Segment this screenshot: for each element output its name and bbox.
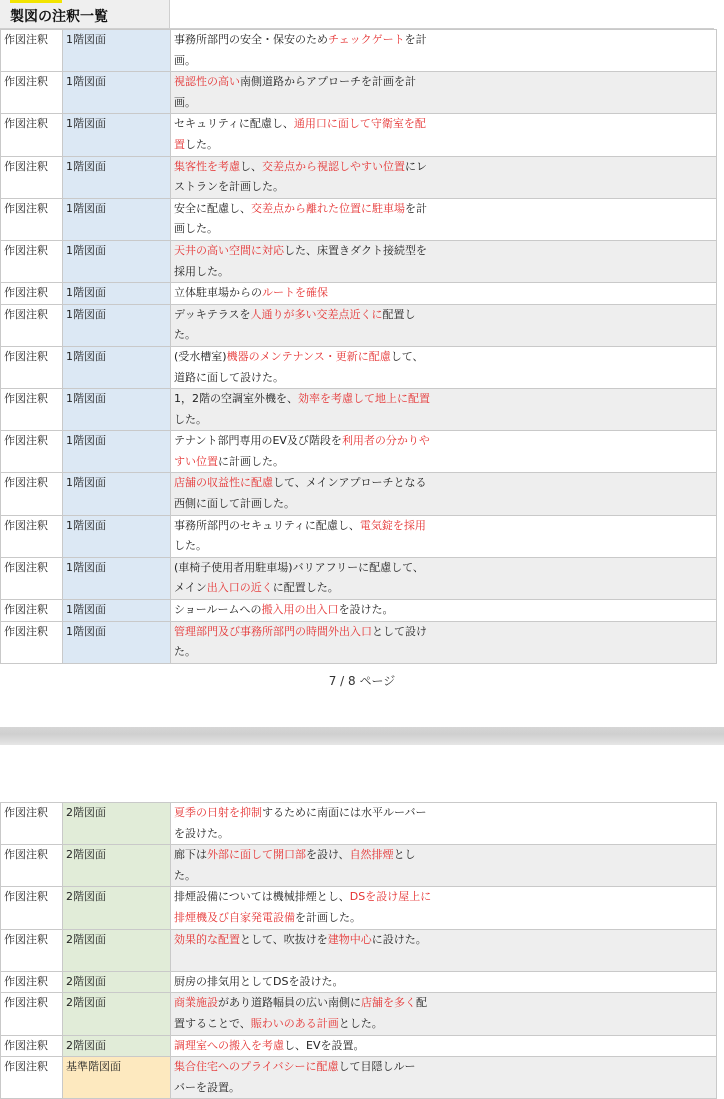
selection-accent bbox=[10, 0, 62, 3]
drawing-floor-cell[interactable]: 1階図面 bbox=[63, 346, 171, 388]
table-row bbox=[1, 515, 717, 557]
note-text-cell[interactable] bbox=[171, 929, 717, 971]
title-cell[interactable] bbox=[0, 0, 170, 29]
note-text-line bbox=[174, 199, 716, 220]
note-text: セキュリティに配慮し、 bbox=[174, 117, 294, 131]
highlight-text: 店舗の収益性に配慮 bbox=[174, 476, 273, 490]
note-type-cell[interactable]: 作図注釈 bbox=[1, 240, 63, 282]
table-row bbox=[1, 389, 717, 431]
note-text-line bbox=[174, 452, 716, 473]
highlight-text: 人通りが多い交差点近くに bbox=[250, 307, 383, 321]
note-text: し、 bbox=[240, 159, 262, 173]
note-text-line bbox=[174, 93, 716, 114]
note-type-cell[interactable]: 作図注釈 bbox=[1, 156, 63, 198]
note-text-line bbox=[174, 1036, 716, 1057]
note-text: 配 bbox=[416, 996, 427, 1010]
note-text-line bbox=[174, 219, 716, 240]
drawing-floor-cell[interactable]: 1階図面 bbox=[63, 473, 171, 515]
note-type-cell[interactable]: 作図注釈 bbox=[1, 1035, 63, 1057]
page-indicator: 7 / 8 ページ bbox=[328, 674, 396, 688]
note-type-cell[interactable]: 作図注釈 bbox=[1, 557, 63, 599]
note-text: した。 bbox=[185, 137, 218, 151]
note-text: た。 bbox=[174, 645, 196, 659]
note-text-cell[interactable] bbox=[171, 803, 717, 845]
note-text-line bbox=[174, 72, 716, 93]
note-text: 南側道路からアプローチを計画を計 bbox=[240, 75, 416, 89]
highlight-text: 店舗を多く bbox=[361, 996, 416, 1010]
note-text: した。 bbox=[174, 412, 207, 426]
note-text: があり道路幅員の広い南側に bbox=[218, 996, 361, 1010]
note-type-cell[interactable]: 作図注釈 bbox=[1, 198, 63, 240]
note-type-cell[interactable]: 作図注釈 bbox=[1, 346, 63, 388]
note-text-line bbox=[174, 950, 716, 971]
drawing-floor-cell[interactable]: 1階図面 bbox=[63, 156, 171, 198]
drawing-floor-cell[interactable]: 1階図面 bbox=[63, 431, 171, 473]
note-text-line bbox=[174, 908, 716, 929]
note-text: (受水槽室) bbox=[174, 349, 227, 363]
table-row bbox=[1, 971, 717, 993]
drawing-floor-cell[interactable]: 2階図面 bbox=[63, 993, 171, 1035]
note-text: ストランを計画した。 bbox=[174, 180, 284, 194]
page-separator bbox=[0, 727, 724, 745]
note-text: 廊下は bbox=[174, 848, 207, 862]
note-type-cell[interactable]: 作図注釈 bbox=[1, 621, 63, 663]
note-text: バーを設置。 bbox=[174, 1080, 240, 1094]
note-text-cell[interactable] bbox=[171, 1035, 717, 1057]
note-text: (車椅子使用者用駐車場)バリアフリーに配慮して、 bbox=[174, 560, 424, 574]
note-text-line bbox=[174, 347, 716, 368]
note-type-cell[interactable]: 作図注釈 bbox=[1, 114, 63, 156]
highlight-text: チェックゲート bbox=[328, 33, 405, 46]
note-text-cell[interactable] bbox=[171, 557, 717, 599]
notes-table-page-7 bbox=[0, 29, 717, 664]
table-row bbox=[1, 621, 717, 663]
note-text-line bbox=[174, 1057, 716, 1078]
note-text-cell[interactable] bbox=[171, 993, 717, 1035]
table-row bbox=[1, 803, 717, 845]
drawing-floor-cell[interactable]: 2階図面 bbox=[63, 887, 171, 929]
drawing-floor-cell[interactable]: 1階図面 bbox=[63, 557, 171, 599]
note-type-cell[interactable]: 作図注釈 bbox=[1, 845, 63, 887]
note-text-line bbox=[174, 887, 716, 908]
highlight-text: 調理室への搬入を考慮 bbox=[174, 1038, 284, 1052]
highlight-text: 管理部門及び事務所部門の時間外出入口 bbox=[174, 624, 372, 638]
table-row bbox=[1, 431, 717, 473]
note-text: を設けた。 bbox=[174, 826, 229, 840]
note-text-line bbox=[174, 993, 716, 1014]
note-text-line bbox=[174, 325, 716, 346]
note-text-line bbox=[174, 30, 716, 51]
note-text-line bbox=[174, 157, 716, 178]
note-text: 画した。 bbox=[174, 222, 218, 236]
note-text: して、 bbox=[390, 349, 424, 363]
table-row bbox=[1, 845, 717, 887]
note-text: して、メインアプローチとなる bbox=[273, 476, 427, 490]
note-type-cell[interactable]: 作図注釈 bbox=[1, 887, 63, 929]
note-text-cell[interactable] bbox=[171, 30, 717, 72]
note-text: して目隠しルー bbox=[338, 1060, 416, 1074]
note-text-cell[interactable] bbox=[171, 515, 717, 557]
highlight-text: 夏季の日射を抑制 bbox=[174, 806, 262, 819]
note-text: として設け bbox=[372, 624, 427, 638]
note-text-line bbox=[174, 845, 716, 866]
note-text: デッキテラスを bbox=[174, 307, 251, 321]
table-row bbox=[1, 156, 717, 198]
note-text-line bbox=[174, 536, 716, 557]
table-row bbox=[1, 30, 717, 72]
drawing-floor-cell[interactable]: 1階図面 bbox=[63, 515, 171, 557]
table-row bbox=[1, 72, 717, 114]
note-text: を計 bbox=[405, 201, 427, 215]
table-row bbox=[1, 929, 717, 971]
note-text-line bbox=[174, 283, 716, 304]
highlight-text: 交差点から離れた位置に駐車場 bbox=[251, 201, 405, 215]
page-8 bbox=[0, 745, 724, 1094]
note-text: に設けた。 bbox=[371, 932, 427, 946]
note-text: 事務所部門のセキュリティに配慮し、 bbox=[174, 518, 360, 532]
highlight-text: 建物中心 bbox=[327, 932, 372, 946]
note-type-cell[interactable]: 作図注釈 bbox=[1, 283, 63, 305]
drawing-floor-cell[interactable]: 1階図面 bbox=[63, 621, 171, 663]
table-row bbox=[1, 114, 717, 156]
note-text: 安全に配慮し、 bbox=[174, 201, 251, 215]
note-text: に計画した。 bbox=[218, 454, 284, 468]
table-row bbox=[1, 557, 717, 599]
note-text-line bbox=[174, 305, 716, 326]
table-row bbox=[1, 473, 717, 515]
note-text-line bbox=[174, 578, 716, 599]
note-text-line bbox=[174, 803, 716, 824]
note-text: 厨房の排気用としてDSを設けた。 bbox=[174, 974, 344, 988]
note-text-cell[interactable] bbox=[171, 114, 717, 156]
note-text: した、床置きダクト接続型を bbox=[284, 243, 427, 257]
note-text: した。 bbox=[174, 539, 207, 553]
note-text-line bbox=[174, 241, 716, 262]
highlight-text: 効果的な配置 bbox=[174, 932, 240, 946]
note-text: するために南面には水平ルーバー bbox=[262, 806, 427, 819]
note-text-line bbox=[174, 824, 716, 845]
highlight-text: 賑わいのある計画 bbox=[250, 1016, 339, 1030]
note-text: た。 bbox=[174, 328, 196, 342]
note-text-cell[interactable] bbox=[171, 198, 717, 240]
highlight-text: 機器のメンテナンス・更新に配慮 bbox=[226, 349, 391, 363]
drawing-floor-cell[interactable]: 1階図面 bbox=[63, 240, 171, 282]
note-text-line bbox=[174, 516, 716, 537]
drawing-floor-cell[interactable]: 2階図面 bbox=[63, 971, 171, 993]
note-text-line bbox=[174, 866, 716, 887]
highlight-text: 視認性の高い bbox=[174, 75, 240, 89]
note-text-line bbox=[174, 972, 716, 993]
drawing-floor-cell[interactable]: 基準階図面 bbox=[63, 1057, 171, 1099]
note-text-line bbox=[174, 431, 716, 452]
highlight-text: ルートを確保 bbox=[262, 286, 328, 300]
note-text-cell[interactable] bbox=[171, 600, 717, 622]
note-type-cell[interactable]: 作図注釈 bbox=[1, 971, 63, 993]
note-type-cell[interactable]: 作図注釈 bbox=[1, 515, 63, 557]
note-text-line bbox=[174, 135, 716, 156]
notes-table-page-8 bbox=[0, 802, 717, 1099]
sheet-header-row bbox=[0, 0, 724, 30]
highlight-text: 天井の高い空間に対応 bbox=[174, 243, 284, 257]
note-text-line bbox=[174, 600, 716, 621]
note-text-cell[interactable] bbox=[171, 887, 717, 929]
note-text-line bbox=[174, 558, 716, 579]
note-text-cell[interactable] bbox=[171, 473, 717, 515]
note-text: 西側に面して計画した。 bbox=[174, 497, 295, 511]
table-row bbox=[1, 283, 717, 305]
note-text-cell[interactable] bbox=[171, 845, 717, 887]
note-text-line bbox=[174, 1078, 716, 1099]
table-row bbox=[1, 1035, 717, 1057]
highlight-text: 利用者の分かりや bbox=[341, 434, 430, 448]
table-row bbox=[1, 993, 717, 1035]
note-type-cell[interactable]: 作図注釈 bbox=[1, 803, 63, 845]
note-type-cell[interactable]: 作図注釈 bbox=[1, 72, 63, 114]
note-text-cell[interactable] bbox=[171, 156, 717, 198]
note-text-cell[interactable] bbox=[171, 346, 717, 388]
drawing-floor-cell[interactable]: 2階図面 bbox=[63, 1035, 171, 1057]
note-text: にレ bbox=[405, 159, 427, 173]
table-row bbox=[1, 1057, 717, 1099]
note-type-cell[interactable]: 作図注釈 bbox=[1, 1057, 63, 1099]
highlight-text: 自然排煙 bbox=[349, 848, 394, 862]
note-text-line bbox=[174, 642, 716, 663]
note-text-line bbox=[174, 177, 716, 198]
highlight-text: 交差点から視認しやすい位置 bbox=[262, 159, 405, 173]
drawing-floor-cell[interactable]: 1階図面 bbox=[63, 600, 171, 622]
note-text-line bbox=[174, 473, 716, 494]
note-text-line bbox=[174, 114, 716, 135]
highlight-text: DSを設け屋上に bbox=[349, 890, 432, 904]
note-text: とし bbox=[393, 848, 416, 862]
highlight-text: 出入口の近く bbox=[206, 581, 273, 595]
note-text: し、EVを設置。 bbox=[284, 1038, 365, 1052]
highlight-text: 効率を考慮して地上に配置 bbox=[298, 392, 430, 406]
note-text-cell[interactable] bbox=[171, 1057, 717, 1099]
note-text-line bbox=[174, 262, 716, 283]
table-row bbox=[1, 240, 717, 282]
drawing-floor-cell[interactable]: 1階図面 bbox=[63, 114, 171, 156]
drawing-floor-cell[interactable]: 2階図面 bbox=[63, 845, 171, 887]
note-text-cell[interactable] bbox=[171, 621, 717, 663]
drawing-floor-cell[interactable]: 1階図面 bbox=[63, 198, 171, 240]
drawing-floor-cell[interactable]: 2階図面 bbox=[63, 929, 171, 971]
note-text: 1，2階の空調室外機を、 bbox=[174, 392, 298, 406]
note-text-line bbox=[174, 51, 716, 72]
highlight-text: 商業施設 bbox=[174, 996, 218, 1010]
note-text-line bbox=[174, 930, 716, 951]
note-text: 道路に面して設けた。 bbox=[174, 370, 284, 384]
note-text-cell[interactable] bbox=[171, 431, 717, 473]
note-text: 画。 bbox=[174, 53, 196, 67]
highlight-text: 外部に面して開口部 bbox=[207, 848, 306, 862]
note-text-line bbox=[174, 622, 716, 643]
note-text-cell[interactable] bbox=[171, 304, 717, 346]
note-text: 置することで、 bbox=[174, 1016, 251, 1030]
drawing-floor-cell[interactable]: 1階図面 bbox=[63, 72, 171, 114]
note-text-cell[interactable] bbox=[171, 389, 717, 431]
highlight-text: 置 bbox=[174, 137, 185, 151]
note-text: 立体駐車場からの bbox=[174, 286, 262, 300]
note-text-cell[interactable] bbox=[171, 971, 717, 993]
note-text-cell[interactable] bbox=[171, 283, 717, 305]
note-text: た。 bbox=[174, 868, 196, 882]
note-text: テナント部門専用のEV及び階段を bbox=[174, 434, 342, 448]
note-type-cell[interactable]: 作図注釈 bbox=[1, 304, 63, 346]
note-text-cell[interactable] bbox=[171, 240, 717, 282]
note-text: 事務所部門の安全・保安のため bbox=[174, 33, 328, 46]
header-blank-cell[interactable] bbox=[170, 0, 714, 29]
highlight-text: 排煙機及び自家発電設備 bbox=[174, 910, 295, 924]
note-text: 配置し bbox=[382, 307, 416, 321]
note-type-cell[interactable]: 作図注釈 bbox=[1, 600, 63, 622]
note-type-cell[interactable]: 作図注釈 bbox=[1, 389, 63, 431]
note-text-line bbox=[174, 368, 716, 389]
highlight-text: 通用口に面して守衛室を配 bbox=[293, 117, 426, 131]
sheet-title: 製図の注釈一覧 bbox=[10, 9, 108, 25]
note-type-cell[interactable]: 作図注釈 bbox=[1, 431, 63, 473]
drawing-floor-cell[interactable]: 1階図面 bbox=[63, 30, 171, 72]
table-row bbox=[1, 346, 717, 388]
note-text: メイン bbox=[174, 581, 207, 595]
note-text: を計画した。 bbox=[295, 910, 361, 924]
note-text: とした。 bbox=[338, 1016, 383, 1030]
note-text: として、吹抜けを bbox=[240, 932, 328, 946]
drawing-floor-cell[interactable]: 1階図面 bbox=[63, 304, 171, 346]
highlight-text: 集合住宅へのプライバシーに配慮 bbox=[174, 1060, 339, 1074]
note-text-line bbox=[174, 389, 716, 410]
note-text-line bbox=[174, 494, 716, 515]
note-text: 採用した。 bbox=[174, 264, 229, 278]
note-text: ショールームへの bbox=[174, 603, 262, 617]
table-row bbox=[1, 304, 717, 346]
note-type-cell[interactable]: 作図注釈 bbox=[1, 929, 63, 971]
table-row bbox=[1, 887, 717, 929]
note-type-cell[interactable]: 作図注釈 bbox=[1, 473, 63, 515]
note-text: 画。 bbox=[174, 95, 196, 109]
highlight-text: 電気錠を採用 bbox=[359, 518, 426, 532]
note-type-cell[interactable]: 作図注釈 bbox=[1, 993, 63, 1035]
note-text: に配置した。 bbox=[272, 581, 339, 595]
highlight-text: 搬入用の出入口 bbox=[261, 603, 339, 617]
table-row bbox=[1, 198, 717, 240]
drawing-floor-cell[interactable]: 1階図面 bbox=[63, 389, 171, 431]
note-text: 排煙設備については機械排煙とし、 bbox=[174, 890, 350, 904]
drawing-floor-cell[interactable]: 1階図面 bbox=[63, 283, 171, 305]
note-text: を計 bbox=[404, 33, 427, 46]
highlight-text: 集客性を考慮 bbox=[174, 159, 240, 173]
highlight-text: すい位置 bbox=[174, 454, 218, 468]
note-text: を設け、 bbox=[306, 848, 350, 862]
table-row bbox=[1, 600, 717, 622]
note-text-cell[interactable] bbox=[171, 72, 717, 114]
note-type-cell[interactable]: 作図注釈 bbox=[1, 30, 63, 72]
drawing-floor-cell[interactable]: 2階図面 bbox=[63, 803, 171, 845]
note-text-line bbox=[174, 1014, 716, 1035]
note-text-line bbox=[174, 410, 716, 431]
note-text: を設けた。 bbox=[338, 603, 394, 617]
